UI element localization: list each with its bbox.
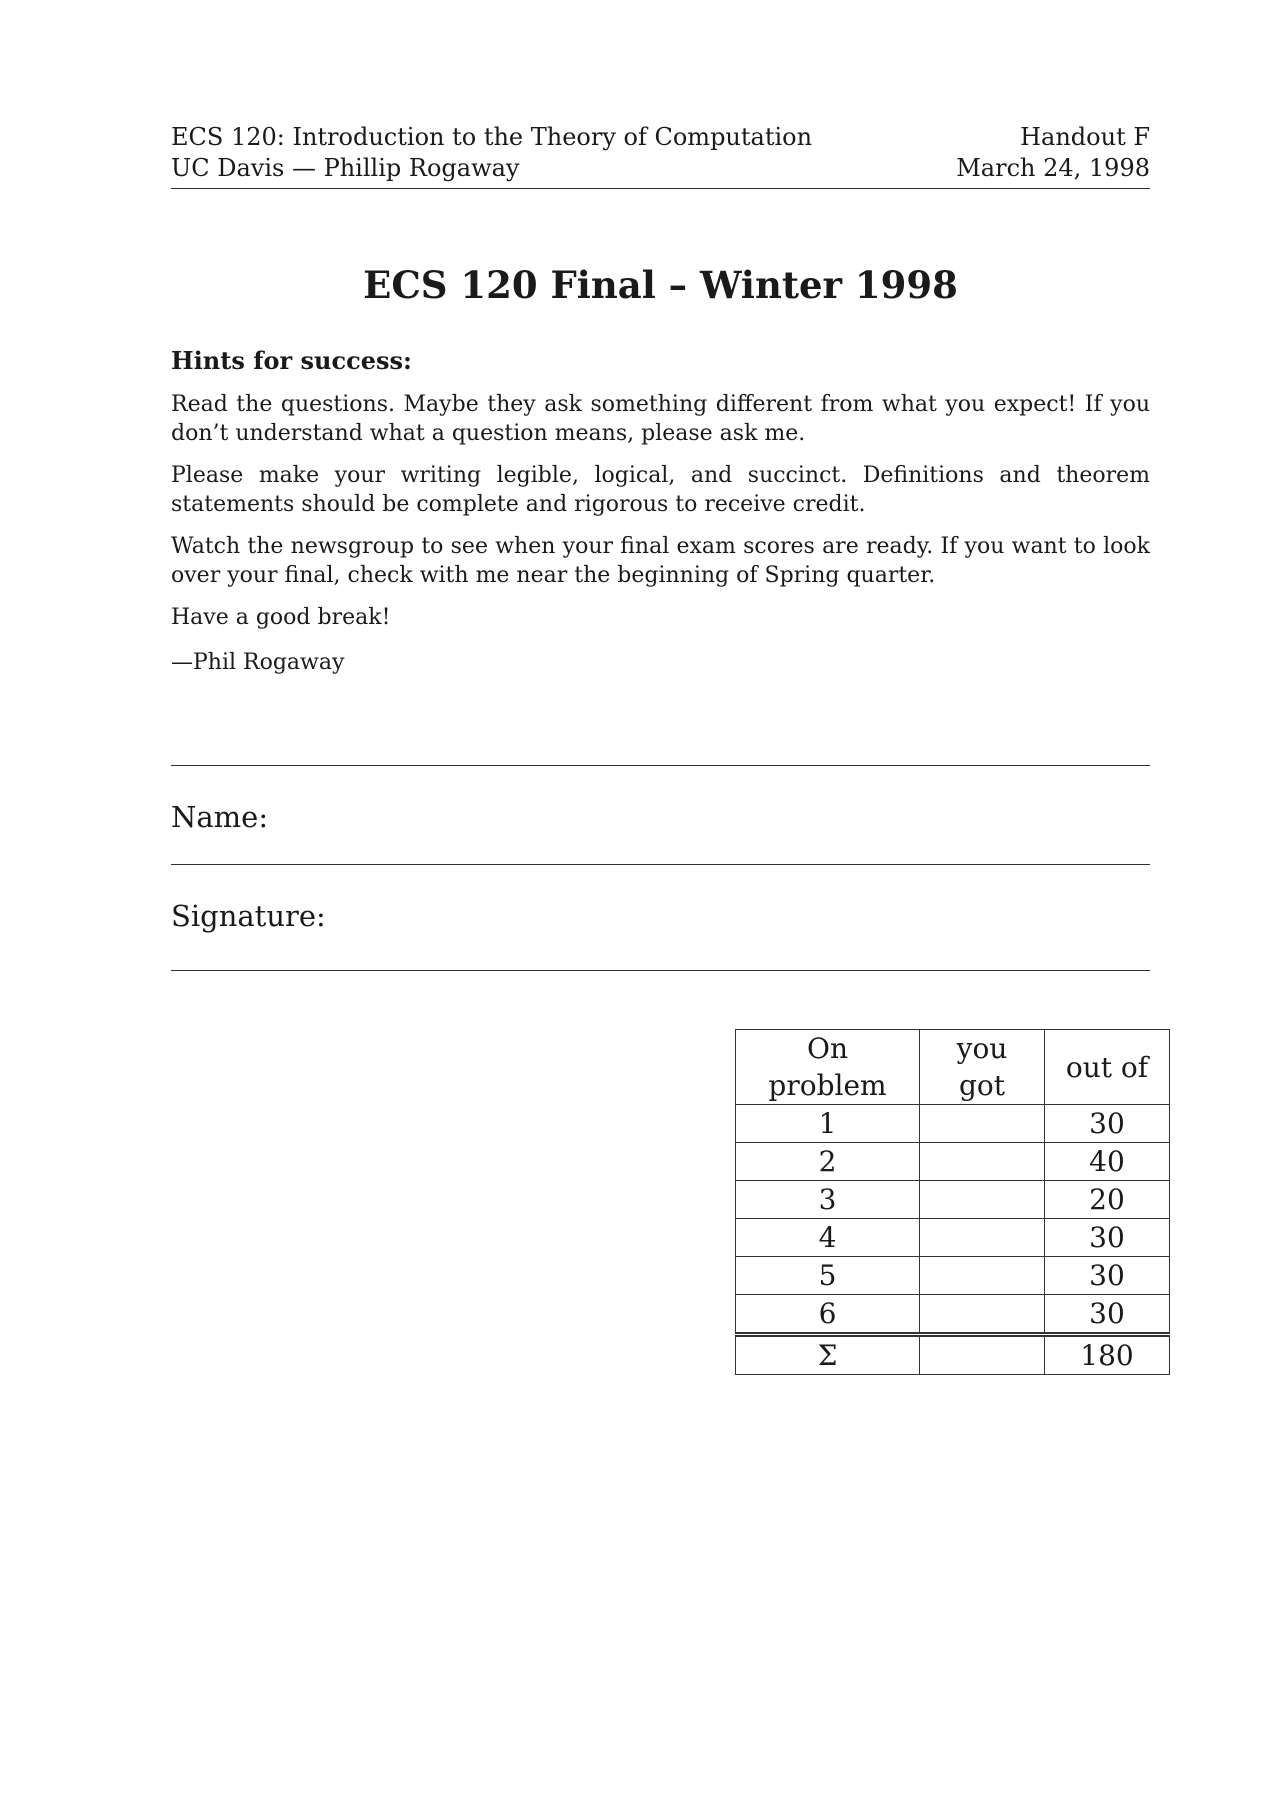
problem-number: 4	[736, 1219, 920, 1257]
total-row	[736, 1335, 1170, 1375]
score-table	[735, 1029, 1170, 1375]
header-left	[171, 122, 812, 184]
max-points: 40	[1045, 1143, 1170, 1181]
score-table-header	[736, 1030, 1170, 1105]
score-cell[interactable]	[920, 1105, 1045, 1143]
header-divider	[171, 188, 1150, 189]
handout-label: Handout F	[1020, 123, 1150, 151]
score-cell[interactable]	[920, 1295, 1045, 1335]
signoff: —Phil Rogaway	[171, 650, 345, 675]
max-points: 30	[1045, 1295, 1170, 1335]
name-label: Name:	[171, 800, 269, 834]
hints-heading: Hints for success:	[171, 346, 412, 375]
name-field-line[interactable]	[171, 864, 1150, 865]
table-row	[736, 1219, 1170, 1257]
problem-number: 1	[736, 1105, 920, 1143]
total-score-cell[interactable]	[920, 1335, 1045, 1375]
max-points: 20	[1045, 1181, 1170, 1219]
score-cell[interactable]	[920, 1143, 1045, 1181]
header-problem: On problem	[736, 1030, 920, 1105]
table-row	[736, 1181, 1170, 1219]
course-line: ECS 120: Introduction to the Theory of Computation	[171, 123, 813, 151]
table-row	[736, 1143, 1170, 1181]
score-cell[interactable]	[920, 1219, 1045, 1257]
problem-number: 3	[736, 1181, 920, 1219]
hint-paragraph: Have a good break!	[171, 605, 391, 630]
hint-paragraph: Read the questions. Maybe they ask something different from what you expect! If you don’t understand what a question means, please ask me.	[171, 392, 1150, 446]
signature-label: Signature:	[171, 899, 326, 933]
header-out-of: out of	[1045, 1030, 1170, 1105]
score-cell[interactable]	[920, 1257, 1045, 1295]
problem-number: 2	[736, 1143, 920, 1181]
max-points: 30	[1045, 1219, 1170, 1257]
score-cell[interactable]	[920, 1181, 1045, 1219]
max-points: 30	[1045, 1105, 1170, 1143]
sum-symbol: Σ	[736, 1335, 920, 1375]
page-title: ECS 120 Final – Winter 1998	[363, 263, 958, 307]
table-row	[736, 1295, 1170, 1335]
table-row	[736, 1105, 1170, 1143]
signature-field-line[interactable]	[171, 970, 1150, 971]
header-you-got: you got	[920, 1030, 1045, 1105]
name-top-rule	[171, 765, 1150, 766]
hint-paragraph: Watch the newsgroup to see when your final exam scores are ready. If you want to look over your final, check with me near the beginning of Spring quarter.	[171, 534, 1150, 588]
max-points: 30	[1045, 1257, 1170, 1295]
problem-number: 6	[736, 1295, 920, 1335]
handout-date: March 24, 1998	[956, 154, 1150, 182]
problem-number: 5	[736, 1257, 920, 1295]
table-row	[736, 1257, 1170, 1295]
hint-paragraph: Please make your writing legible, logical, and succinct. Definitions and theorem statements should be complete and rigorous to receive credit.	[171, 463, 1150, 517]
instructor-line: UC Davis — Phillip Rogaway	[171, 154, 520, 182]
total-max-points: 180	[1045, 1335, 1170, 1375]
header-right	[956, 122, 1150, 184]
